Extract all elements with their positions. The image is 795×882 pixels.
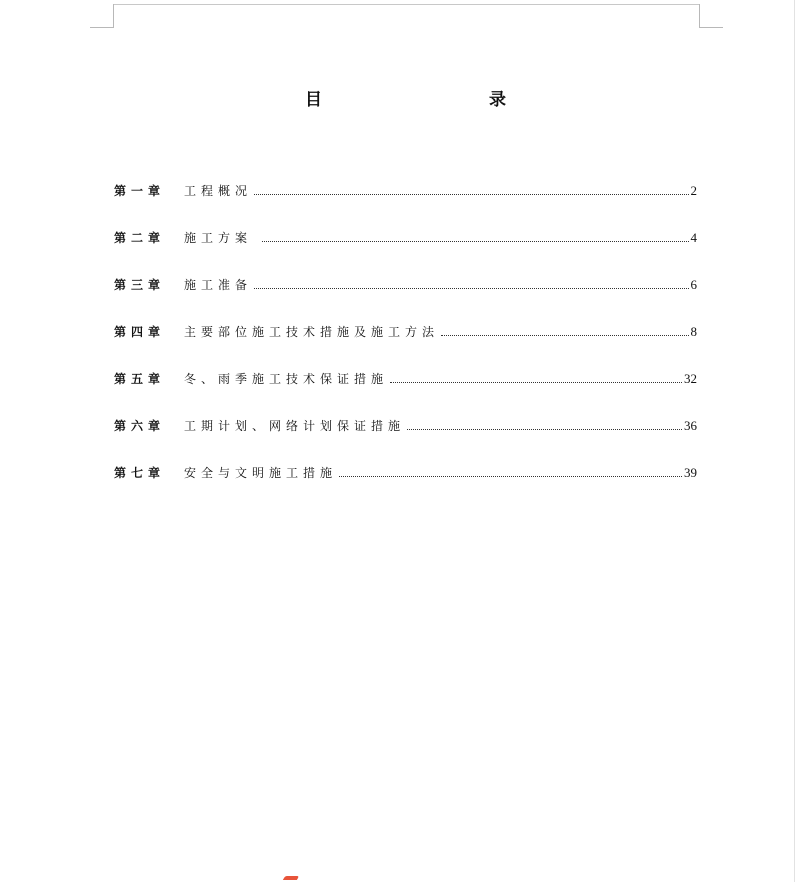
toc-chapter-number: 第五章 [114, 372, 166, 386]
toc-page-number: 8 [690, 324, 697, 339]
toc-list [114, 180, 697, 509]
toc-heading-char-1: 目 [305, 90, 322, 110]
crop-mark-left-horizontal [90, 27, 114, 28]
toc-chapter-number: 第三章 [114, 278, 166, 292]
toc-dot-leader [390, 368, 682, 383]
toc-chapter-number: 第七章 [114, 466, 166, 480]
toc-page-number: 39 [684, 465, 697, 480]
toc-entry-title: 冬、雨季施工技术保证措施 [184, 372, 389, 386]
toc-entry-title: 施工准备 [184, 278, 253, 292]
toc-entry[interactable] [114, 462, 697, 509]
toc-chapter-number: 第一章 [114, 184, 166, 198]
toc-entry-title: 安全与文明施工措施 [184, 466, 338, 480]
toc-entry-title: 工程概况 [184, 184, 253, 198]
page-top-edge [113, 4, 700, 5]
toc-entry-title: 主要部位施工技术措施及施工方法 [184, 325, 440, 339]
toc-dot-leader [407, 415, 682, 430]
toc-dot-leader [254, 180, 688, 195]
toc-entry[interactable] [114, 321, 697, 368]
crop-mark-right-horizontal [699, 27, 723, 28]
toc-chapter-number: 第四章 [114, 325, 166, 339]
toc-dot-leader [254, 274, 688, 289]
toc-dot-leader [441, 321, 688, 336]
toc-entry[interactable] [114, 274, 697, 321]
toc-page-number: 36 [684, 418, 697, 433]
toc-dot-leader [339, 462, 682, 477]
crop-mark-right-vertical [699, 4, 700, 28]
toc-heading [0, 85, 795, 109]
toc-entry-title: 工期计划、网络计划保证措施 [184, 419, 406, 433]
cursor-marker-icon [283, 876, 299, 880]
toc-page-number: 2 [690, 183, 697, 198]
toc-page-number: 32 [684, 371, 697, 386]
crop-mark-left-vertical [113, 4, 114, 28]
toc-entry[interactable] [114, 368, 697, 415]
toc-chapter-number: 第六章 [114, 419, 166, 433]
toc-chapter-number: 第二章 [114, 231, 166, 245]
toc-entry[interactable] [114, 415, 697, 462]
toc-page-number: 6 [690, 277, 697, 292]
toc-dot-leader [262, 227, 688, 242]
toc-page-number: 4 [690, 230, 697, 245]
toc-heading-char-2: 录 [489, 90, 506, 110]
toc-entry-title: 施工方案 [184, 231, 253, 245]
toc-entry[interactable] [114, 227, 697, 274]
toc-entry[interactable] [114, 180, 697, 227]
